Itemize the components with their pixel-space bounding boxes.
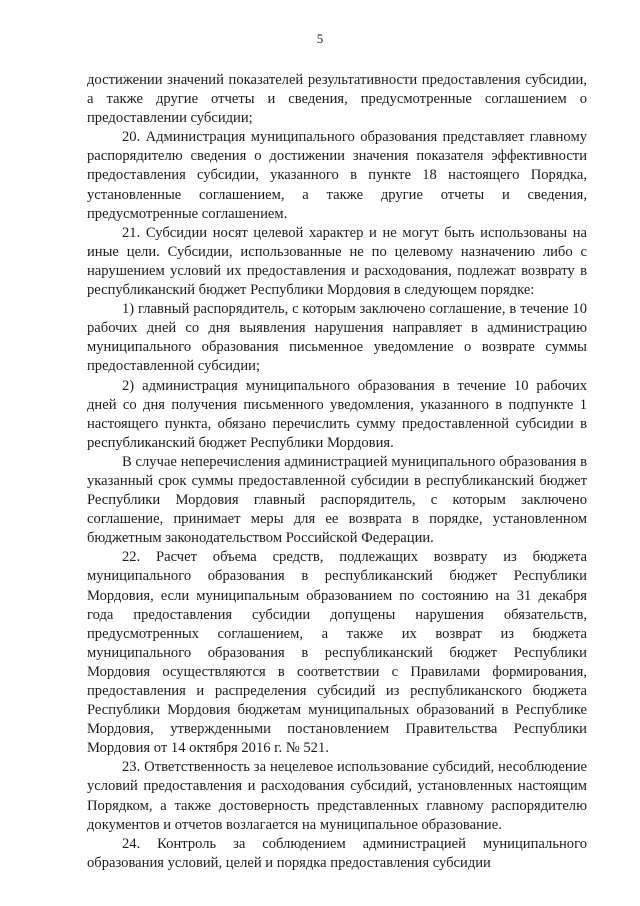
paragraph-23: 23. Ответственность за нецелевое использование субсидий, несоблюдение условий предоставления и расходования субсидий, установленных настоящим Порядком, а также достоверность представленных главному распорядителю документов и отчетов возлагается на муниципальное образование.: [87, 759, 587, 833]
page-number: 5: [316, 31, 324, 46]
paragraph-22: 22. Расчет объема средств, подлежащих возврату из бюджета муниципального образования в республиканский бюджет Республики Мордовия, если муниципальным образованием по состоянию на 31 декабря года предоставления субсидии допущены нарушения обязательств, предусмотренных соглашением, а также их возврат из бюджета муниципального образования в республиканский бюджет Республики Мордовия осуществляются в соответствии с Правилами формирования, предоставления и распределения субсидий из республиканского бюджета Республики Мордовия бюджетам муниципальных образований в Республике Мордовия, утвержденными постановлением Правительства Республики Мордовия от 14 октября 2016 г. № 521.: [87, 549, 587, 757]
paragraph-21-item-2: 2) администрация муниципального образования в течение 10 рабочих дней со дня получения письменного уведомления, указанного в подпункте 1 настоящего пункта, обязано перечислить сумму предоставленной субсидии в республиканский бюджет Республики Мордовия.: [87, 377, 587, 451]
document-body: [87, 71, 587, 873]
paragraph-21: 21. Субсидии носят целевой характер и не могут быть использованы на иные цели. Субсидии, использованные не по целевому назначению либо с нарушением условий их предоставления и расходования, подлежат возврату в республиканский бюджет Республики Мордовия в следующем порядке:: [87, 224, 587, 299]
paragraph-24: 24. Контроль за соблюдением администрацией муниципального образования условий, целей и порядка предоставления субсидии: [87, 835, 587, 871]
paragraph-21-non-transfer: В случае неперечисления администрацией муниципального образования в указанный срок суммы предоставленной субсидии в республиканский бюджет Республики Мордовия главный распорядитель, с которым заключено соглашение, принимает меры для ее возврата в порядке, установленном бюджетным законодательством Российской Федерации.: [87, 453, 587, 547]
paragraph-continuation: достижении значений показателей результативности предоставления субсидии, а также другие отчеты и сведения, предусмотренные соглашением о предоставлении субсидии;: [87, 72, 587, 127]
paragraph-21-item-1: 1) главный распорядитель, с которым заключено соглашение, в течение 10 рабочих дней со дня выявления нарушения направляет в администрацию муниципального образования письменное уведомление о возврате суммы предоставленной субсидии;: [87, 301, 587, 375]
paragraph-20: 20. Администрация муниципального образования представляет главному распорядителю сведения о достижении значения показателя эффективности предоставления субсидии, указанного в пункте 18 настоящего Порядка, установленные соглашением, а также другие отчеты и сведения, предусмотренные соглашением.: [87, 129, 587, 222]
